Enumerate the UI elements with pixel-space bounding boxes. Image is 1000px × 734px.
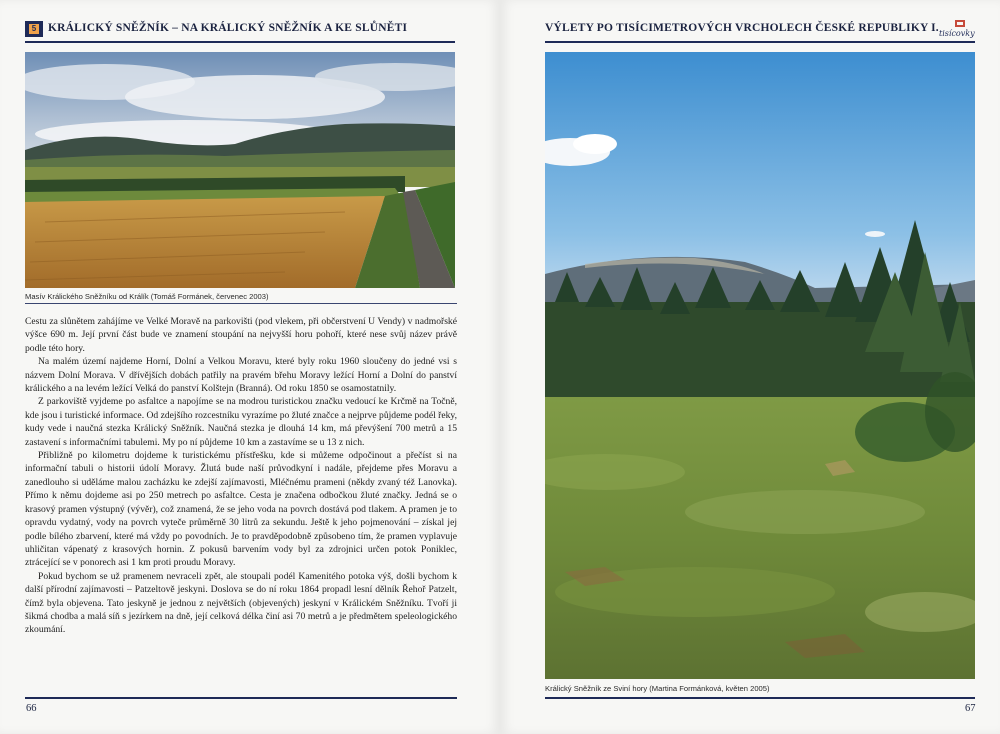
chapter-number: 5: [29, 24, 39, 34]
left-caption-rule: [25, 303, 457, 304]
paragraph: Pokud bychom se už pramenem nevraceli zpět, ale stoupali podél Kamenitého potoka výš, došli bychom k další přírodní zajímavosti – Patzeltově jeskyni. Doslova se do ní roku 1864 propadl lesní dělník Řehoř Patzelt, čímž byla objevena. Tato jeskyně je jednou z největších (objevených) jeskyní v Králickém Sněžníku. Tvoří ji šikmá chodba a malá síň s jezírkem na dně, její celková délka činí asi 70 metrů a je předmětem speleologického zkoumání.: [25, 570, 457, 636]
left-footer-rule: [25, 697, 457, 699]
right-page-number: 67: [965, 703, 976, 714]
paragraph: Přibližně po kilometru dojdeme k turistickému přístřešku, kde si můžeme odpočinout a přečíst si na informační tabuli o historii údolí Moravy. Žlutá bude naší průvodkyní i nadále, přejdeme přes Moravu a zanedlouho si uděláme malou zacházku ke zdejší zajímavosti, Mléčnému prameni (někdy zvaný též Lanovka). Přímo k němu dojdeme asi po 250 metrech po asfaltce. Cesta je značena odbočkou žluté značky. Jedná se o krasový pramen výstupný (vývěr), což znamená, že se jeho voda na povrch dostává pod tlakem. A pramen je to opravdu vydatný, vody na povrch vyteče průměrně 30 litrů za sekundu. Ještě k jeho pojmenování – získal jej podle bílého zbarvení, které má vždy po povodních. Je to pravděpodobně způsobeno tím, že pramen vyplavuje uhličitan vápenatý z krasových hornin. Z pokusů barvením vody byl za zdrojnici určen potok Poniklec, ztrácející se v ponorech asi 1 km proti proudu Moravy.: [25, 450, 457, 569]
left-photo-caption: Masív Králického Sněžníku od Králík (Tomáš Formánek, červenec 2003): [25, 292, 269, 301]
left-header-rule: [25, 41, 455, 43]
paragraph: Z parkoviště vyjdeme po asfaltce a napojíme se na modrou turistickou značku vedoucí ke Krčmě na Točně, kde jsou i turistické informace. Od zdejšího rozcestníku vyrazíme po žluté značce a nejprve půjdeme podél řeky, kudy vede i naučná stezka Králický Sněžník. Naučná stezka je dlouhá 14 km, má převýšení 700 metrů a 15 zastavení s informačními tabulemi. My po ní půjdeme 10 km a zastavíme se u 13 z nich.: [25, 396, 457, 448]
left-page-number: 66: [26, 703, 37, 714]
wheat-field-photo: [25, 52, 455, 288]
chapter-badge: [25, 21, 43, 37]
paragraph: Na malém území najdeme Horní, Dolní a Velkou Moravu, které byly roku 1960 sloučeny do jedné vsi s názvem Dolní Morava. V dřívějších dobách patřily na pravém břehu Moravy ležící Horní a Dolní do panství králického a na levém ležící Velká do panství Kolštejn (Branná). Od roku 1850 se osamostatnily.: [25, 356, 457, 395]
right-header-rule: [545, 41, 975, 43]
right-page: [500, 0, 1000, 734]
left-running-head: KRÁLICKÝ SNĚŽNÍK – NA KRÁLICKÝ SNĚŽNÍK A KE SLŮNĚTI: [48, 22, 408, 34]
article-body: [25, 315, 457, 637]
paragraph: Cestu za slůnětem zahájíme ve Velké Moravě na parkovišti (pod vlekem, při občerstvení U Vendy) v nadmořské výšce 690 m. Její první část bude ve znamení stoupání na nejvyšší horu pohoří, které nese svůj název právě podle této hory.: [25, 316, 457, 354]
right-photo-caption: Králický Sněžník ze Sviní hory (Martina Formánková, květen 2005): [545, 684, 770, 693]
tisicovky-logo: [939, 20, 979, 40]
right-footer-rule: [545, 697, 975, 699]
right-running-head: VÝLETY PO TISÍCIMETROVÝCH VRCHOLECH ČESKÉ REPUBLIKY I.: [545, 22, 939, 34]
logo-text: tisícovky: [939, 29, 975, 38]
snieznik-meadow-photo: [545, 52, 975, 679]
